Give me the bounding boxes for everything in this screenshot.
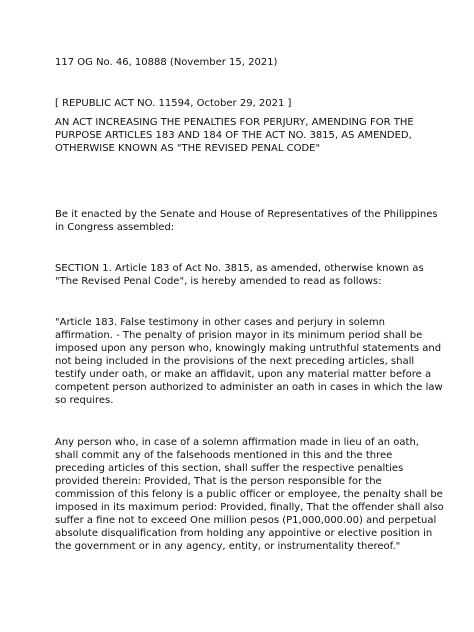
republic-act-heading: [ REPUBLIC ACT NO. 11594, October 29, 2021 ]	[55, 98, 292, 109]
citation: 117 OG No. 46, 10888 (November 15, 2021)	[55, 57, 278, 68]
act-title: AN ACT INCREASING THE PENALTIES FOR PERJURY, AMENDING FOR THE PURPOSE ARTICLES 183 AND 184 OF THE ACT NO. 3815, AS AMENDED, OTHERWISE KNOWN AS "THE REVISED PENAL CODE"	[55, 117, 414, 154]
article-183-paragraph-2: Any person who, in case of a solemn affirmation made in lieu of an oath, shall commit any of the falsehoods mentioned in this and the three preceding articles of this section, shall suffer the respective penalties provided therein: Provided, That is the person responsible for the commission of this felony is a public officer or employee, the penalty shall be imposed in its maximum period: Provided, finally, That the offender shall also suffer a fine not to exceed One million pesos (P1,000,000.00) and perpetual absolute disqualification from holding any appointive or elective position in the government or in any agency, entity, or instrumentality thereof."	[55, 437, 444, 552]
enacting-clause: Be it enacted by the Senate and House of Representatives of the Philippines in Congress assembled:	[55, 209, 438, 233]
article-183-paragraph-1: "Article 183. False testimony in other cases and perjury in solemn affirmation. - The penalty of prision mayor in its minimum period shall be imposed upon any person who, knowingly making untruthful statements and not being included in the provisions of the next preceding articles, shall testify under oath, or make an affidavit, upon any material matter before a competent person authorized to administer an oath in cases in which the law so requires.	[55, 317, 443, 406]
section-1-intro: SECTION 1. Article 183 of Act No. 3815, as amended, otherwise known as "The Revised Penal Code", is hereby amended to read as follows:	[55, 263, 424, 287]
